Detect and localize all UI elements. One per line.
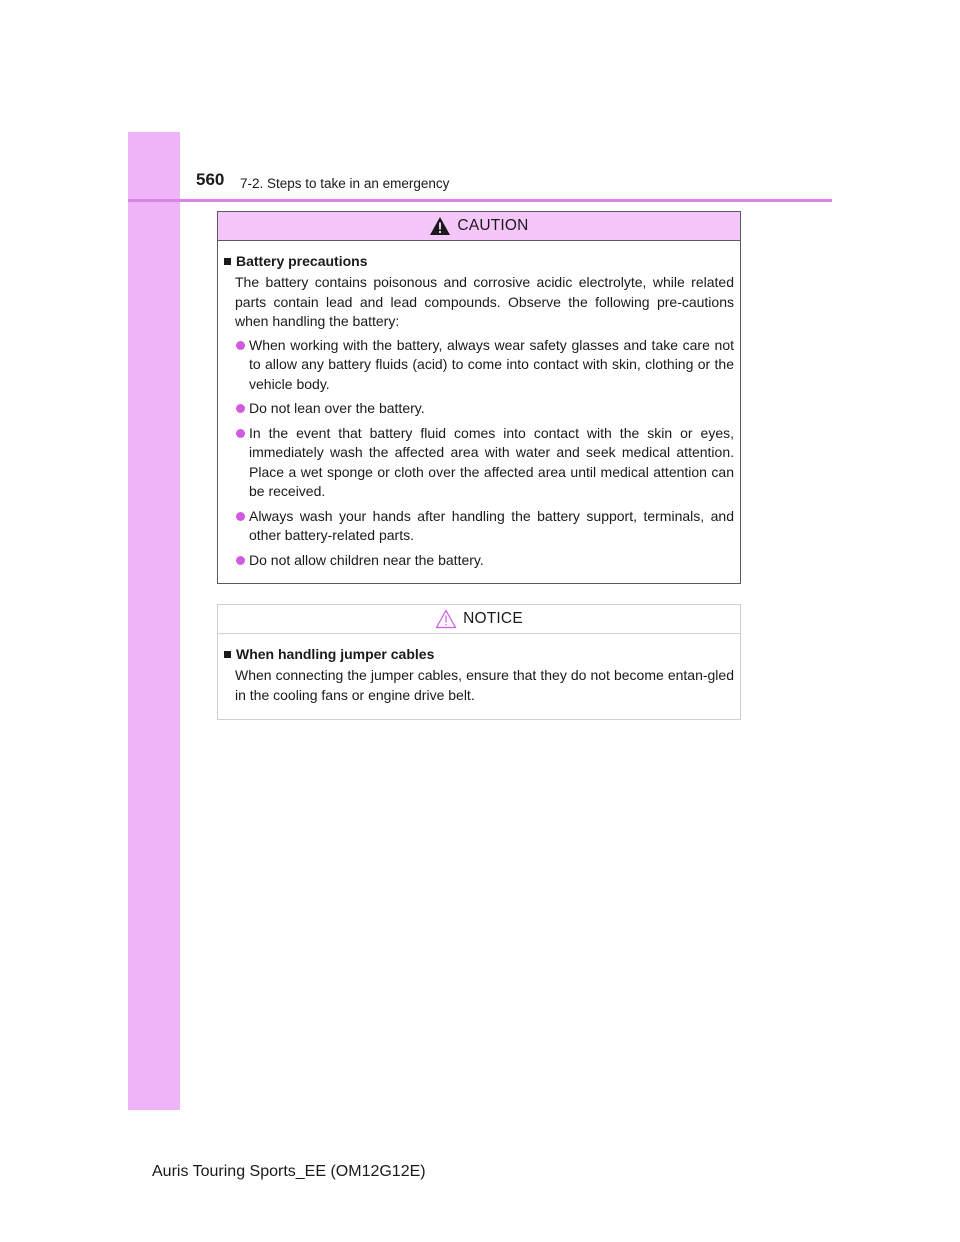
bullet-dot-icon (236, 556, 245, 565)
square-bullet-icon (224, 651, 231, 658)
list-item-text: When working with the battery, always wear safety glasses and take care not to allow any battery fluids (acid) to come into contact with skin, clothing or the vehicle body. (249, 336, 734, 392)
caution-heading (223, 253, 734, 269)
caution-heading-text: Battery precautions (236, 253, 368, 269)
list-item (223, 424, 734, 502)
list-item-text: Always wash your hands after handling the battery support, terminals, and other battery-related parts. (249, 507, 734, 543)
notice-body (218, 634, 740, 705)
footer-model: Auris Touring Sports_EE (OM12G12E) (152, 1163, 426, 1180)
bullet-dot-icon (236, 512, 245, 521)
list-item (223, 551, 734, 571)
notice-label: NOTICE (463, 610, 523, 627)
notice-box (217, 604, 741, 720)
header-rule (128, 199, 832, 202)
caution-header (218, 212, 740, 241)
notice-heading-text: When handling jumper cables (236, 646, 435, 662)
bullet-dot-icon (236, 429, 245, 438)
caution-intro: The battery contains poisonous and corrosive acidic electrolyte, while related parts contain lead and lead compounds. Observe the following pre-cautions when handling the battery: (235, 274, 734, 329)
chapter-side-tab (128, 132, 180, 1110)
caution-body (218, 241, 740, 570)
caution-list (223, 336, 734, 571)
bullet-dot-icon (236, 404, 245, 413)
list-item-text: Do not lean over the battery. (249, 400, 425, 416)
list-item-text: Do not allow children near the battery. (249, 551, 484, 568)
list-item (223, 336, 734, 395)
section-title: 7-2. Steps to take in an emergency (240, 176, 450, 191)
notice-header (218, 605, 740, 634)
page-number: 560 (196, 170, 225, 189)
list-item-text: In the event that battery fluid comes into contact with the skin or eyes, immediately wash the affected area with water and seek medical attention. Place a wet sponge or cloth over the affected area until medical attention can be received. (249, 424, 734, 499)
notice-heading (223, 646, 734, 662)
bullet-dot-icon (236, 341, 245, 350)
warning-triangle-outline-icon (435, 609, 457, 629)
list-item (223, 507, 734, 546)
caution-box (217, 211, 741, 584)
notice-text: When connecting the jumper cables, ensure that they do not become entan-gled in the cooling fans or engine drive belt. (235, 667, 734, 703)
list-item (223, 399, 734, 419)
caution-label: CAUTION (457, 217, 529, 234)
square-bullet-icon (224, 258, 231, 265)
warning-triangle-filled-icon (429, 216, 451, 236)
